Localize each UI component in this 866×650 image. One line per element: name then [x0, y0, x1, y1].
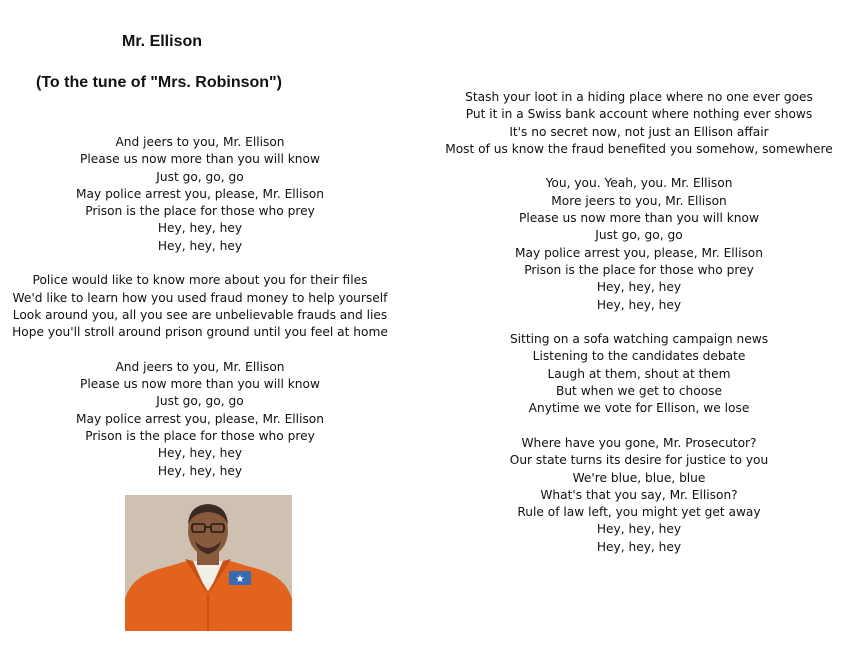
stanza — [439, 435, 839, 556]
stanza — [439, 331, 839, 417]
lyric-line: Anytime we vote for Ellison, we lose — [528, 401, 750, 416]
lyric-line: Most of us know the fraud benefited you somehow, somewhere — [445, 141, 833, 156]
lyric-line: Please us now more than you will know — [519, 211, 759, 226]
stanza — [439, 89, 839, 158]
page-subtitle: (To the tune of "Mrs. Robinson") — [36, 74, 282, 91]
lyric-line: Sitting on a sofa watching campaign news — [509, 332, 769, 347]
portrait-illustration — [125, 495, 292, 631]
lyric-line: Rule of law left, you might yet get away — [517, 505, 761, 520]
lyric-line: Where have you gone, Mr. Prosecutor? — [521, 435, 757, 450]
lyric-line: Police would like to know more about you for their files — [32, 273, 368, 288]
lyric-line: Hey, hey, hey — [596, 539, 682, 554]
lyric-line: But when we get to choose — [555, 384, 723, 399]
lyric-line: Hey, hey, hey — [596, 297, 682, 312]
stanza — [439, 175, 839, 313]
lyric-line: May police arrest you, please, Mr. Ellison — [76, 411, 324, 426]
lyric-line: It's no secret now, not just an Ellison affair — [509, 124, 769, 139]
svg-text:★: ★ — [235, 574, 245, 585]
lyric-line: Prison is the place for those who prey — [85, 429, 315, 444]
lyric-line: May police arrest you, please, Mr. Ellison — [515, 245, 763, 260]
lyrics-left-column — [0, 134, 400, 497]
lyric-line: Put it in a Swiss bank account where nothing ever shows — [465, 107, 813, 122]
lyric-line: Please us now more than you will know — [80, 152, 320, 167]
lyric-line: Prison is the place for those who prey — [524, 262, 754, 277]
lyric-line: May police arrest you, please, Mr. Ellison — [76, 186, 324, 201]
lyric-line: Hope you'll stroll around prison ground until you feel at home — [12, 325, 388, 340]
lyric-line: And jeers to you, Mr. Ellison — [115, 359, 285, 374]
lyric-line: More jeers to you, Mr. Ellison — [551, 193, 727, 208]
lyrics-right-column — [439, 89, 839, 573]
lyric-line: Hey, hey, hey — [157, 446, 243, 461]
lyric-line: We'd like to learn how you used fraud money to help yourself — [12, 290, 388, 305]
lyric-line: Stash your loot in a hiding place where no one ever goes — [465, 90, 813, 104]
lyric-line: What's that you say, Mr. Ellison? — [540, 487, 738, 502]
lyric-line: Hey, hey, hey — [596, 280, 682, 295]
lyric-line: Just go, go, go — [595, 228, 683, 243]
lyric-line: Laugh at them, shout at them — [547, 366, 731, 381]
lyric-line: Just go, go, go — [156, 394, 244, 409]
lyric-line: Prison is the place for those who prey — [85, 204, 315, 219]
lyric-line: We're blue, blue, blue — [572, 470, 706, 485]
lyric-line: Hey, hey, hey — [596, 522, 682, 537]
lyric-line: Listening to the candidates debate — [532, 349, 746, 364]
lyric-line: Hey, hey, hey — [157, 463, 243, 478]
portrait-photo — [125, 495, 292, 631]
stanza — [0, 134, 400, 255]
lyric-line: Our state turns its desire for justice to you — [509, 453, 769, 468]
lyric-line: And jeers to you, Mr. Ellison — [115, 135, 285, 149]
stanza — [0, 359, 400, 480]
lyric-line: Hey, hey, hey — [157, 221, 243, 236]
page-title: Mr. Ellison — [122, 33, 203, 50]
lyric-line: Please us now more than you will know — [80, 377, 320, 392]
lyric-line: Hey, hey, hey — [157, 238, 243, 253]
stanza — [0, 272, 400, 341]
lyric-line: You, you. Yeah, you. Mr. Ellison — [545, 176, 733, 191]
lyric-line: Just go, go, go — [156, 169, 244, 184]
lyric-line: Look around you, all you see are unbelievable frauds and lies — [12, 307, 388, 322]
